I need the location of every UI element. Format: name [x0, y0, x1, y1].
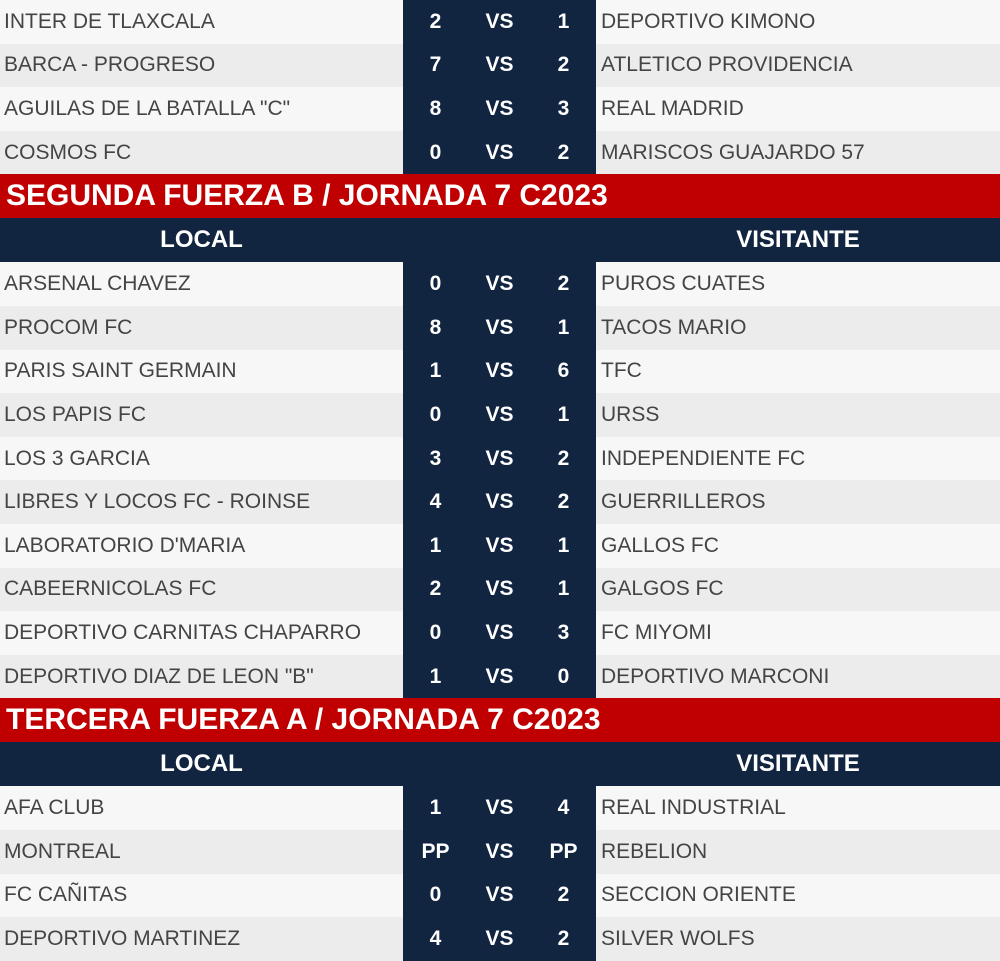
score-block — [403, 568, 596, 612]
header-visitante: VISITANTE — [736, 750, 860, 778]
away-score: 3 — [557, 96, 570, 120]
away-score: 2 — [557, 926, 570, 950]
match-row — [0, 262, 1000, 306]
league-section — [0, 0, 1000, 174]
visiting-team: REAL INDUSTRIAL — [596, 786, 1000, 830]
local-team: AFA CLUB — [0, 786, 403, 830]
away-score: 4 — [557, 796, 570, 820]
home-score: 1 — [429, 664, 442, 688]
vs-label: VS — [485, 140, 514, 164]
score-block — [403, 87, 596, 131]
vs-label: VS — [485, 796, 514, 820]
header-local: LOCAL — [160, 226, 243, 254]
local-team: LOS 3 GARCIA — [0, 437, 403, 481]
local-team: LIBRES Y LOCOS FC - ROINSE — [0, 480, 403, 524]
home-score: 3 — [429, 446, 442, 470]
away-score: 2 — [557, 140, 570, 164]
home-score: PP — [421, 839, 450, 863]
visiting-team: SILVER WOLFS — [596, 917, 1000, 961]
league-section — [0, 698, 1000, 960]
home-score: 0 — [429, 272, 442, 296]
visiting-team: REBELION — [596, 830, 1000, 874]
score-block — [403, 437, 596, 481]
home-score: 8 — [429, 315, 442, 339]
visiting-team: DEPORTIVO KIMONO — [596, 0, 1000, 44]
visiting-team: TACOS MARIO — [596, 306, 1000, 350]
vs-label: VS — [485, 926, 514, 950]
local-team: INTER DE TLAXCALA — [0, 0, 403, 44]
match-row — [0, 524, 1000, 568]
match-row — [0, 917, 1000, 961]
local-team: CABEERNICOLAS FC — [0, 568, 403, 612]
score-block — [403, 524, 596, 568]
score-block — [403, 611, 596, 655]
visiting-team: TFC — [596, 350, 1000, 394]
score-block — [403, 0, 596, 44]
home-score: 1 — [429, 359, 442, 383]
home-score: 8 — [429, 96, 442, 120]
home-score: 0 — [429, 140, 442, 164]
score-block — [403, 350, 596, 394]
score-block — [403, 917, 596, 961]
match-row — [0, 480, 1000, 524]
score-block — [403, 480, 596, 524]
local-team: COSMOS FC — [0, 131, 403, 175]
local-team: ARSENAL CHAVEZ — [0, 262, 403, 306]
vs-label: VS — [485, 839, 514, 863]
visiting-team: PUROS CUATES — [596, 262, 1000, 306]
vs-label: VS — [485, 620, 514, 644]
score-block — [403, 44, 596, 88]
match-row — [0, 786, 1000, 830]
visiting-team: URSS — [596, 393, 1000, 437]
vs-label: VS — [485, 883, 514, 907]
vs-label: VS — [485, 359, 514, 383]
home-score: 2 — [429, 9, 442, 33]
vs-label: VS — [485, 664, 514, 688]
vs-label: VS — [485, 315, 514, 339]
column-header-row — [0, 742, 1000, 786]
home-score: 4 — [429, 926, 442, 950]
away-score: 2 — [557, 883, 570, 907]
match-row — [0, 350, 1000, 394]
away-score: PP — [549, 839, 578, 863]
header-score-spacer — [403, 218, 596, 262]
visiting-team: FC MIYOMI — [596, 611, 1000, 655]
local-team: AGUILAS DE LA BATALLA "C" — [0, 87, 403, 131]
away-score: 6 — [557, 359, 570, 383]
vs-label: VS — [485, 533, 514, 557]
header-score-spacer — [403, 742, 596, 786]
local-team: PROCOM FC — [0, 306, 403, 350]
match-row — [0, 87, 1000, 131]
local-team: DEPORTIVO DIAZ DE LEON "B" — [0, 655, 403, 699]
section-title: SEGUNDA FUERZA B / JORNADA 7 C2023 — [0, 174, 1000, 218]
section-title: TERCERA FUERZA A / JORNADA 7 C2023 — [0, 698, 1000, 742]
home-score: 1 — [429, 796, 442, 820]
away-score: 1 — [557, 402, 570, 426]
visiting-team: REAL MADRID — [596, 87, 1000, 131]
match-row — [0, 0, 1000, 44]
score-block — [403, 393, 596, 437]
local-team: BARCA - PROGRESO — [0, 44, 403, 88]
visiting-team: DEPORTIVO MARCONI — [596, 655, 1000, 699]
home-score: 1 — [429, 533, 442, 557]
home-score: 7 — [429, 53, 442, 77]
match-row — [0, 306, 1000, 350]
local-team: LABORATORIO D'MARIA — [0, 524, 403, 568]
match-row — [0, 874, 1000, 918]
score-block — [403, 655, 596, 699]
score-block — [403, 306, 596, 350]
vs-label: VS — [485, 490, 514, 514]
visiting-team: SECCION ORIENTE — [596, 874, 1000, 918]
score-block — [403, 786, 596, 830]
home-score: 2 — [429, 577, 442, 601]
match-row — [0, 830, 1000, 874]
match-row — [0, 568, 1000, 612]
vs-label: VS — [485, 96, 514, 120]
match-row — [0, 437, 1000, 481]
home-score: 0 — [429, 620, 442, 644]
match-row — [0, 44, 1000, 88]
column-header-row — [0, 218, 1000, 262]
visiting-team: INDEPENDIENTE FC — [596, 437, 1000, 481]
away-score: 2 — [557, 446, 570, 470]
away-score: 2 — [557, 272, 570, 296]
home-score: 0 — [429, 883, 442, 907]
away-score: 1 — [557, 9, 570, 33]
away-score: 1 — [557, 315, 570, 339]
vs-label: VS — [485, 9, 514, 33]
vs-label: VS — [485, 402, 514, 426]
home-score: 0 — [429, 402, 442, 426]
local-team: PARIS SAINT GERMAIN — [0, 350, 403, 394]
visiting-team: MARISCOS GUAJARDO 57 — [596, 131, 1000, 175]
match-row — [0, 655, 1000, 699]
visiting-team: ATLETICO PROVIDENCIA — [596, 44, 1000, 88]
match-row — [0, 611, 1000, 655]
score-block — [403, 262, 596, 306]
away-score: 2 — [557, 490, 570, 514]
score-block — [403, 131, 596, 175]
visiting-team: GALGOS FC — [596, 568, 1000, 612]
local-team: MONTREAL — [0, 830, 403, 874]
away-score: 0 — [557, 664, 570, 688]
local-team: FC CAÑITAS — [0, 874, 403, 918]
local-team: DEPORTIVO CARNITAS CHAPARRO — [0, 611, 403, 655]
visiting-team: GALLOS FC — [596, 524, 1000, 568]
away-score: 3 — [557, 620, 570, 644]
vs-label: VS — [485, 577, 514, 601]
local-team: LOS PAPIS FC — [0, 393, 403, 437]
local-team: DEPORTIVO MARTINEZ — [0, 917, 403, 961]
home-score: 4 — [429, 490, 442, 514]
league-section — [0, 174, 1000, 698]
away-score: 2 — [557, 53, 570, 77]
score-block — [403, 830, 596, 874]
header-local: LOCAL — [160, 750, 243, 778]
vs-label: VS — [485, 53, 514, 77]
match-row — [0, 393, 1000, 437]
vs-label: VS — [485, 272, 514, 296]
away-score: 1 — [557, 533, 570, 557]
visiting-team: GUERRILLEROS — [596, 480, 1000, 524]
away-score: 1 — [557, 577, 570, 601]
header-visitante: VISITANTE — [736, 226, 860, 254]
score-block — [403, 874, 596, 918]
match-row — [0, 131, 1000, 175]
vs-label: VS — [485, 446, 514, 470]
